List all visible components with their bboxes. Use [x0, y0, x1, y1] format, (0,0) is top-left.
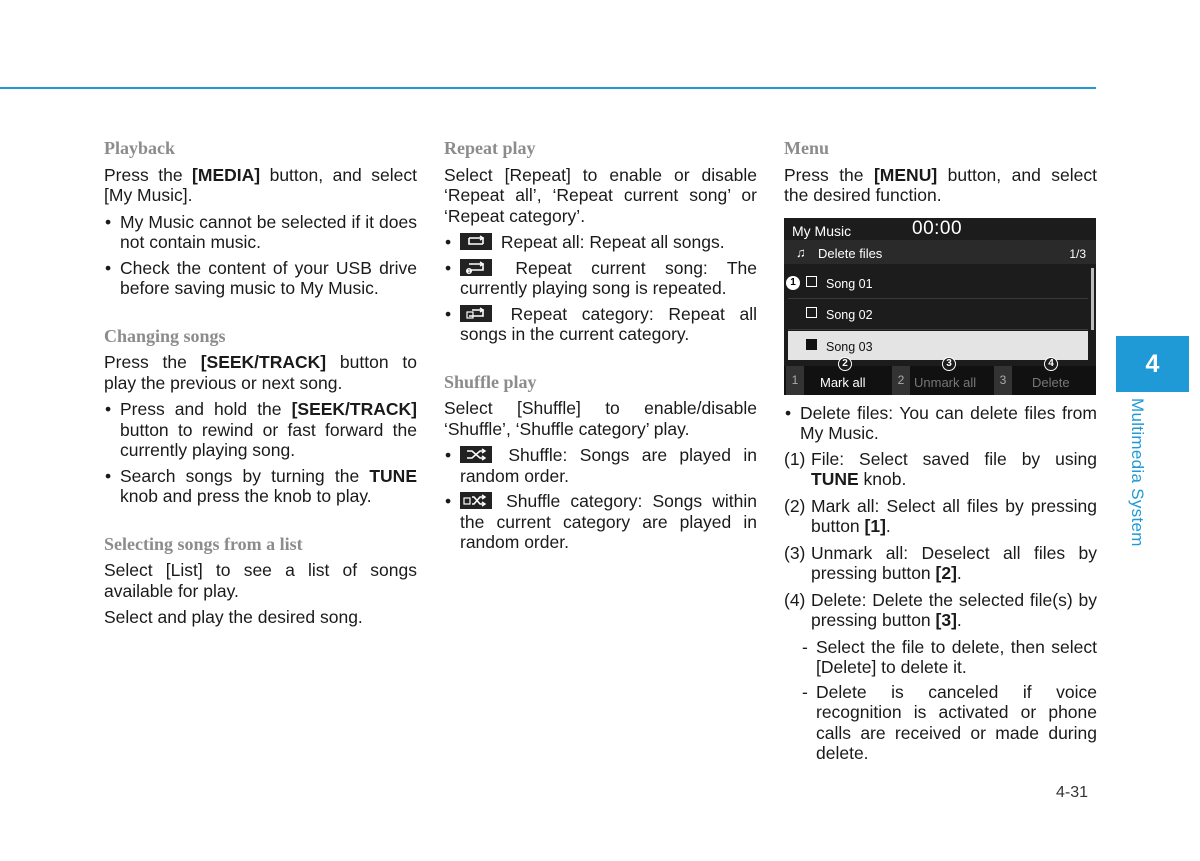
heading-menu: Menu	[784, 138, 829, 158]
screen-title: My Music	[792, 222, 852, 239]
list-item: • Shuffle category: Songs within the current category are played in random order.	[444, 491, 757, 553]
key-number: 3	[994, 366, 1012, 395]
heading-playback: Playback	[104, 138, 176, 158]
menu-list	[784, 403, 1097, 444]
key-number: 2	[892, 366, 910, 395]
repeat-category-icon	[460, 305, 492, 322]
numbered-item: (2) Mark all: Select all files by pressing button [1].	[784, 495, 1097, 536]
header-rule	[0, 87, 1096, 89]
song-name: Song 03	[826, 339, 873, 354]
callout-marker: 1	[786, 276, 800, 290]
screen-time: 00:00	[912, 217, 963, 239]
page-number: 4-31	[1056, 784, 1089, 801]
changing-paragraph: Press the [SEEK/TRACK] button to play the previous or next song.	[104, 352, 417, 393]
playback-list	[104, 212, 417, 299]
chapter-tab: 4	[1116, 336, 1189, 392]
song-name: Song 02	[826, 307, 873, 322]
menu-paragraph: Press the [MENU] button, and select the desired function.	[784, 164, 1097, 205]
list-item: • Press and hold the [SEEK/TRACK] button to rewind or fast forward the currently playing song.	[104, 399, 417, 461]
shuffle-category-icon	[460, 492, 492, 509]
page-indicator: 1/3	[1069, 246, 1086, 261]
changing-list	[104, 399, 417, 507]
subheader-label: Delete files	[818, 245, 883, 261]
heading-shuffle-play: Shuffle play	[444, 371, 537, 392]
list-item: • Delete files: You can delete files from My Music.	[784, 403, 1097, 444]
shuffle-icon	[460, 446, 492, 463]
row-divider	[788, 329, 1088, 330]
list-item: • Repeat category: Repeat all songs in the current category.	[444, 304, 757, 345]
list-item: • Shuffle: Songs are played in random order.	[444, 445, 757, 486]
scrollbar[interactable]	[1091, 268, 1094, 330]
repeat-list	[444, 232, 757, 345]
column-1	[104, 138, 417, 634]
shuffle-paragraph: Select [Shuffle] to enable/disable ‘Shuffle’, ‘Shuffle category’ play.	[444, 398, 757, 439]
list-item: • Search songs by turning the TUNE knob and press the knob to play.	[104, 466, 417, 507]
delete-button[interactable]: Delete	[1032, 374, 1070, 390]
callout-marker: 2	[838, 357, 852, 371]
checkbox-icon[interactable]	[806, 276, 817, 287]
dash-item: - Delete is canceled if voice recognition is activated or phone calls are received or made during delete.	[800, 682, 1097, 764]
heading-changing-songs: Changing songs	[104, 325, 226, 346]
delete-notes	[784, 637, 1097, 764]
list-item: • 1 Repeat current song: The currently playing song is repeated.	[444, 258, 757, 299]
music-note-icon: ♫	[796, 244, 806, 260]
numbered-item: (3) Unmark all: Deselect all files by pressing button [2].	[784, 542, 1097, 583]
checkbox-icon[interactable]	[806, 307, 817, 318]
repeat-paragraph: Select [Repeat] to enable or disable ‘Repeat all’, ‘Repeat current song’ or ‘Repeat category’.	[444, 164, 757, 226]
list-item: • Repeat all: Repeat all songs.	[444, 232, 757, 253]
song-row[interactable]	[788, 268, 1088, 297]
numbered-item: (4) Delete: Delete the selected file(s) by pressing button [3].	[784, 589, 1097, 630]
mark-all-button[interactable]: Mark all	[820, 374, 866, 390]
selecting-paragraph-1: Select [List] to see a list of songs available for play.	[104, 560, 417, 601]
repeat-all-icon	[460, 233, 492, 250]
heading-repeat-play: Repeat play	[444, 138, 536, 158]
list-item: • Check the content of your USB drive before saving music to My Music.	[104, 258, 417, 299]
callout-marker: 4	[1044, 357, 1058, 371]
song-row[interactable]	[788, 299, 1088, 328]
song-name: Song 01	[826, 276, 873, 291]
svg-text:1: • 1	[467, 268, 471, 275]
column-2	[444, 138, 757, 558]
callout-marker: 3	[942, 357, 956, 371]
key-number: 1	[786, 366, 804, 395]
repeat-one-icon	[460, 259, 492, 276]
menu-numbered-list	[784, 449, 1097, 631]
shuffle-list	[444, 445, 757, 553]
dash-item: - Select the file to delete, then select [Delete] to delete it.	[800, 637, 1097, 678]
list-item: • My Music cannot be selected if it does not contain music.	[104, 212, 417, 253]
my-music-screen	[784, 218, 1096, 395]
screen-subheader	[784, 240, 1096, 264]
chapter-title: Multimedia System	[1128, 398, 1147, 547]
checkbox-checked-icon[interactable]	[806, 339, 817, 350]
song-row-selected[interactable]	[788, 331, 1088, 360]
column-3	[784, 138, 1097, 768]
heading-selecting-songs: Selecting songs from a list	[104, 533, 303, 554]
selecting-paragraph-2: Select and play the desired song.	[104, 607, 363, 627]
numbered-item: (1) File: Select saved file by using TUNE knob.	[784, 448, 1097, 489]
unmark-all-button[interactable]: Unmark all	[914, 374, 977, 390]
playback-paragraph: Press the [MEDIA] button, and select [My Music].	[104, 164, 417, 205]
